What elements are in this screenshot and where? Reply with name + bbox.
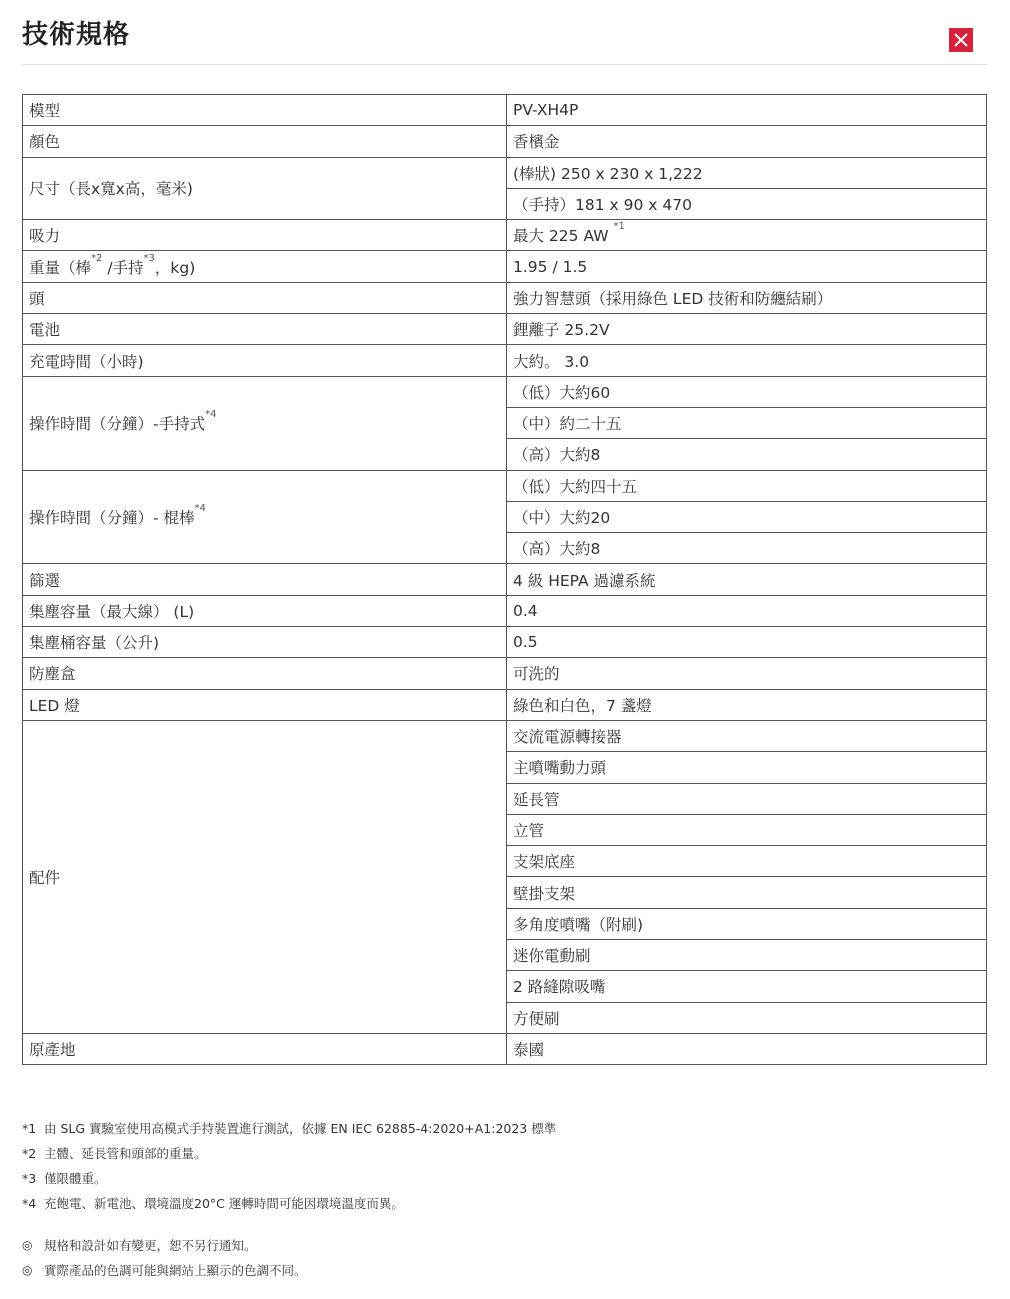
spec-value: 1.95 / 1.5 xyxy=(507,251,987,282)
spec-value: 壁掛支架 xyxy=(507,877,987,908)
table-row xyxy=(23,126,987,157)
footnote-mark: *2 xyxy=(22,1146,37,1161)
spec-value: 綠色和白色，7 盞燈 xyxy=(507,689,987,720)
spec-value: 方便刷 xyxy=(507,1002,987,1033)
spec-value: 主噴嘴動力頭 xyxy=(507,752,987,783)
spec-value: （高）大約8 xyxy=(507,533,987,564)
spec-label: 尺寸（長x寬x高，毫米) xyxy=(23,157,507,220)
notice-mark: ◎ xyxy=(22,1263,33,1277)
table-row xyxy=(23,251,987,282)
spec-value: 鋰離子 25.2V xyxy=(507,314,987,345)
spec-value: 香檳金 xyxy=(507,126,987,157)
close-icon xyxy=(953,32,969,48)
notice xyxy=(22,1233,987,1258)
footnote-text: 充飽電、新電池、環境溫度20°C 運轉時間可能因環境溫度而異。 xyxy=(44,1196,404,1211)
table-row xyxy=(23,658,987,689)
spec-label xyxy=(23,376,507,470)
spec-value: PV-XH4P xyxy=(507,95,987,126)
table-row xyxy=(23,282,987,313)
table-row xyxy=(23,157,987,188)
notice-text: 實際產品的色調可能與網站上顯示的色調不同。 xyxy=(44,1263,307,1278)
table-row xyxy=(23,345,987,376)
spec-value: 延長管 xyxy=(507,783,987,814)
spec-value xyxy=(507,220,987,251)
footnote xyxy=(22,1116,987,1141)
spec-label-text: 操作時間（分鐘）- 棍棒 xyxy=(29,509,195,527)
spec-value: （低）大約60 xyxy=(507,376,987,407)
table-row xyxy=(23,470,987,501)
spec-table xyxy=(22,94,987,1065)
table-row xyxy=(23,627,987,658)
footnote-ref: *3 xyxy=(143,252,155,264)
footnote xyxy=(22,1141,987,1166)
spec-label: 顏色 xyxy=(23,126,507,157)
spec-label: 篩選 xyxy=(23,564,507,595)
footnote-text: 由 SLG 實驗室使用高模式手持裝置進行測試，依據 EN IEC 62885-4:2020+A1:2023 標準 xyxy=(44,1121,557,1136)
spec-label: 電池 xyxy=(23,314,507,345)
spec-label-text: 操作時間（分鐘）-手持式 xyxy=(29,415,206,434)
spec-value: 2 路縫隙吸嘴 xyxy=(507,971,987,1002)
footnote xyxy=(22,1166,987,1191)
table-row xyxy=(23,314,987,345)
footnote-ref: *1 xyxy=(613,221,625,233)
spec-value: （手持）181 x 90 x 470 xyxy=(507,188,987,219)
spec-value: 迷你電動刷 xyxy=(507,940,987,971)
notice-text: 規格和設計如有變更，恕不另行通知。 xyxy=(44,1238,257,1253)
notice xyxy=(22,1258,987,1283)
footnote-mark: *3 xyxy=(22,1171,37,1186)
table-row xyxy=(23,689,987,720)
spec-value: 0.4 xyxy=(507,595,987,626)
spec-label: LED 燈 xyxy=(23,689,507,720)
spec-label xyxy=(23,470,507,564)
spec-label xyxy=(23,251,507,282)
spec-label: 原產地 xyxy=(23,1033,507,1064)
table-row xyxy=(23,1033,987,1064)
spec-label: 充電時間（小時) xyxy=(23,345,507,376)
spec-value: 泰國 xyxy=(507,1033,987,1064)
spec-label-part: /手持 xyxy=(102,258,144,277)
table-row xyxy=(23,595,987,626)
spec-value: 4 級 HEPA 過濾系統 xyxy=(507,564,987,595)
close-button[interactable] xyxy=(949,28,973,52)
spec-label-part: 重量（棒 xyxy=(29,258,92,277)
table-row xyxy=(23,376,987,407)
spec-label: 頭 xyxy=(23,282,507,313)
footnote-text: 僅限體重。 xyxy=(44,1171,107,1186)
spec-label: 防塵盒 xyxy=(23,658,507,689)
spec-label: 集塵容量（最大線） (L) xyxy=(23,595,507,626)
spec-value: (棒狀) 250 x 230 x 1,222 xyxy=(507,157,987,188)
spec-value: 立管 xyxy=(507,814,987,845)
footnotes xyxy=(22,1116,987,1216)
footnote-mark: *1 xyxy=(22,1121,37,1136)
spec-value: 可洗的 xyxy=(507,658,987,689)
spec-label: 模型 xyxy=(23,95,507,126)
notice-mark: ◎ xyxy=(22,1238,33,1252)
spec-value-text: 最大 225 AW xyxy=(513,227,609,246)
spec-value: （低）大約四十五 xyxy=(507,470,987,501)
table-row xyxy=(23,220,987,251)
table-row xyxy=(23,564,987,595)
footnote-text: 主體、延長管和頭部的重量。 xyxy=(44,1146,207,1161)
table-row xyxy=(23,95,987,126)
spec-value: （中）約二十五 xyxy=(507,407,987,438)
page-title: 技術規格 xyxy=(22,20,131,50)
spec-label: 配件 xyxy=(23,720,507,1033)
footnote xyxy=(22,1191,987,1216)
spec-label: 吸力 xyxy=(23,220,507,251)
spec-value: 大約。 3.0 xyxy=(507,345,987,376)
spec-label-part: ，kg) xyxy=(154,258,196,277)
spec-value: （高）大約8 xyxy=(507,439,987,470)
spec-value: 0.5 xyxy=(507,627,987,658)
spec-value: 支架底座 xyxy=(507,846,987,877)
spec-value: 交流電源轉接器 xyxy=(507,720,987,751)
spec-value: 多角度噴嘴（附刷) xyxy=(507,908,987,939)
spec-value: （中）大約20 xyxy=(507,501,987,532)
footnote-ref: *2 xyxy=(91,252,103,264)
header xyxy=(22,0,987,65)
footnote-ref: *4 xyxy=(205,409,217,421)
spec-label: 集塵桶容量（公升) xyxy=(23,627,507,658)
notices xyxy=(22,1233,987,1283)
footnote-ref: *4 xyxy=(194,503,206,514)
table-row xyxy=(23,720,987,751)
spec-value: 強力智慧頭（採用綠色 LED 技術和防纏結刷） xyxy=(507,282,987,313)
footnote-mark: *4 xyxy=(22,1196,37,1211)
